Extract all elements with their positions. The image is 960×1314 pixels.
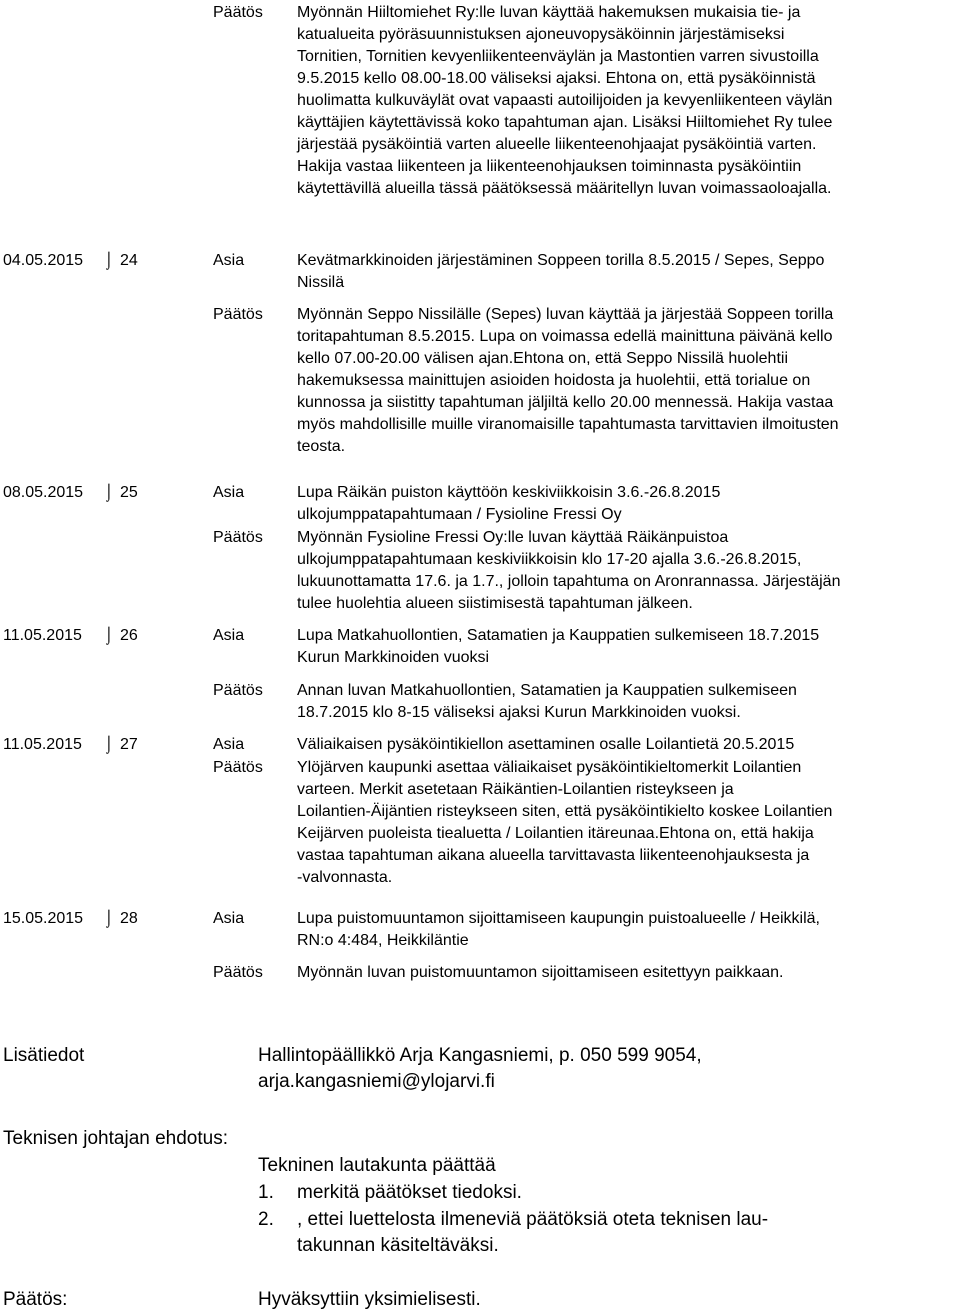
entry-paatos-text: Ylöjärven kaupunki asettaa väliaikaiset pysäköintikieltomerkit Loilantien varteen. Merkit asetetaan Räikäntien-Loilantien risteykseen ja Loilantien-Äijäntien risteykseen siten, että pysäköintikielto koskee Loilantien Keijärven puoleista tiealuetta / Loilantien itäreunaa.Ehtona on, että hakija vastaa tapahtuman aikana alueella tarvittavasta liikenteenohjauksesta ja -valvonnasta.	[297, 759, 833, 886]
entry-paatos-text: Myönnän luvan puistomuuntamon sijoittamiseen esitettyyn paikkaan.	[297, 964, 784, 981]
ehdotus-item-number: 2.	[258, 1209, 274, 1230]
entry-paatos-text: Annan luvan Matkahuollontien, Satamatien ja Kauppatien sulkemiseen 18.7.2015 klo 8-15 väliseksi ajaksi Kurun Markkinoiden vuoksi.	[297, 682, 797, 721]
ehdotus-item-number: 1.	[258, 1182, 274, 1203]
entry-asia-label: Asia	[213, 910, 245, 927]
ehdotus-item-text: merkitä päätökset tiedoksi.	[297, 1182, 522, 1203]
entry-paatos-label: Päätös	[213, 759, 263, 776]
entry-asia-label: Asia	[213, 484, 245, 501]
entry-paatos-label: Päätös	[213, 529, 263, 546]
entry-paatos-label: Päätös	[213, 306, 263, 323]
entry-separator-icon: ⌡	[104, 252, 114, 269]
entry-number: 25	[120, 484, 138, 501]
entry-separator-icon: ⌡	[104, 627, 114, 644]
entry-asia-text: Väliaikaisen pysäköintikiellon asettaminen osalle Loilantietä 20.5.2015	[297, 736, 795, 753]
lisatiedot-label: Lisätiedot	[3, 1045, 85, 1066]
entry-paatos-label: Päätös	[213, 964, 263, 981]
entry-separator-icon: ⌡	[104, 910, 114, 927]
entry-paatos-text: Myönnän Hiiltomiehet Ry:lle luvan käyttää hakemuksen mukaisia tie- ja katualueita pyöräsuunnistuksen ajoneuvopysäköinnin järjestämiseksi Tornitien, Tornitien kevyenliikenteenväylän ja Mastontien varren sivustoilla 9.5.2015 kello 08.00-18.00 väliseksi ajaksi. Ehtona on, että pysäköinnistä huolimatta kulkuväylät ovat vapaasti autoilijoiden ja kevyenliikenteen väylän käyttäjien käytettävissä koko tapahtuman ajan. Lisäksi Hiiltomiehet Ry tulee järjestää pysäköintiä varten alueelle liikenteenohjaajat pysäköintiä varten. Hakija vastaa liikenteen ja liikenteenohjauksen toiminnasta pysäköintiin käytettävillä alueilla tässä päätöksessä määritellyn luvan voimassaoloajalla.	[297, 4, 833, 197]
entry-paatos-label: Päätös	[213, 682, 263, 699]
entry-asia-text: Lupa Matkahuollontien, Satamatien ja Kauppatien sulkemiseen 18.7.2015 Kurun Markkinoiden vuoksi	[297, 627, 820, 666]
entry-date: 15.05.2015	[3, 910, 84, 927]
entry-asia-label: Asia	[213, 627, 245, 644]
entry-separator-icon: ⌡	[104, 736, 114, 753]
entry-date: 11.05.2015	[3, 627, 82, 644]
entry-asia-label: Asia	[213, 252, 245, 269]
entry-paatos-text: Myönnän Fysioline Fressi Oy:lle luvan käyttää Räikänpuistoa ulkojumppatapahtumaan keskiviikkoisin klo 17-20 ajalla 3.6.-26.8.2015, lukuunottamatta 17.6. ja 1.7., jolloin tapahtuma on Aronrannassa. Järjestäjän tulee huolehtia alueen siistimisestä tapahtuman jälkeen.	[297, 529, 841, 612]
entry-asia-label: Asia	[213, 736, 245, 753]
entry-number: 24	[120, 252, 138, 269]
entry-number: 26	[120, 627, 138, 644]
entry-asia-text: Kevätmarkkinoiden järjestäminen Soppeen torilla 8.5.2015 / Sepes, Seppo Nissilä	[297, 252, 825, 291]
entry-paatos-label: Päätös	[213, 4, 263, 21]
entry-date: 11.05.2015	[3, 736, 82, 753]
entry-asia-text: Lupa puistomuuntamon sijoittamiseen kaupungin puistoalueelle / Heikkilä, RN:o 4:484, Heikkiläntie	[297, 910, 820, 949]
entry-number: 28	[120, 910, 138, 927]
lisatiedot-text: Hallintopäällikkö Arja Kangasniemi, p. 050 599 9054, arja.kangasniemi@ylojarvi.fi	[258, 1045, 702, 1092]
ehdotus-item-text: , ettei luettelosta ilmeneviä päätöksiä oteta teknisen lau- takunnan käsiteltäväksi.	[297, 1209, 769, 1256]
ehdotus-label: Teknisen johtajan ehdotus:	[3, 1128, 228, 1149]
entry-number: 27	[120, 736, 138, 753]
final-paatos-text: Hyväksyttiin yksimielisesti.	[258, 1289, 481, 1310]
entry-date: 04.05.2015	[3, 252, 84, 269]
entry-separator-icon: ⌡	[104, 484, 114, 501]
entry-asia-text: Lupa Räikän puiston käyttöön keskiviikkoisin 3.6.-26.8.2015 ulkojumppatapahtumaan / Fysioline Fressi Oy	[297, 484, 721, 523]
entry-paatos-text: Myönnän Seppo Nissilälle (Sepes) luvan käyttää ja järjestää Soppeen torilla toritapahtuman 8.5.2015. Lupa on voimassa edellä mainittuna päivänä kello kello 07.00-20.00 välisen ajan.Ehtona on, että Seppo Nissilä huolehtii hakemuksessa mainittujen asioiden hoidosta ja huolehtii, että torialue on kunnossa ja siistitty tapahtuman jäljiltä kello 20.00 mennessä. Hakija vastaa myös mahdollisille muille viranomaisille tapahtumasta tarvittavien ilmoitusten teosta.	[297, 306, 839, 455]
final-paatos-label: Päätös:	[3, 1289, 68, 1310]
ehdotus-heading: Tekninen lautakunta päättää	[258, 1155, 496, 1176]
entry-date: 08.05.2015	[3, 484, 84, 501]
